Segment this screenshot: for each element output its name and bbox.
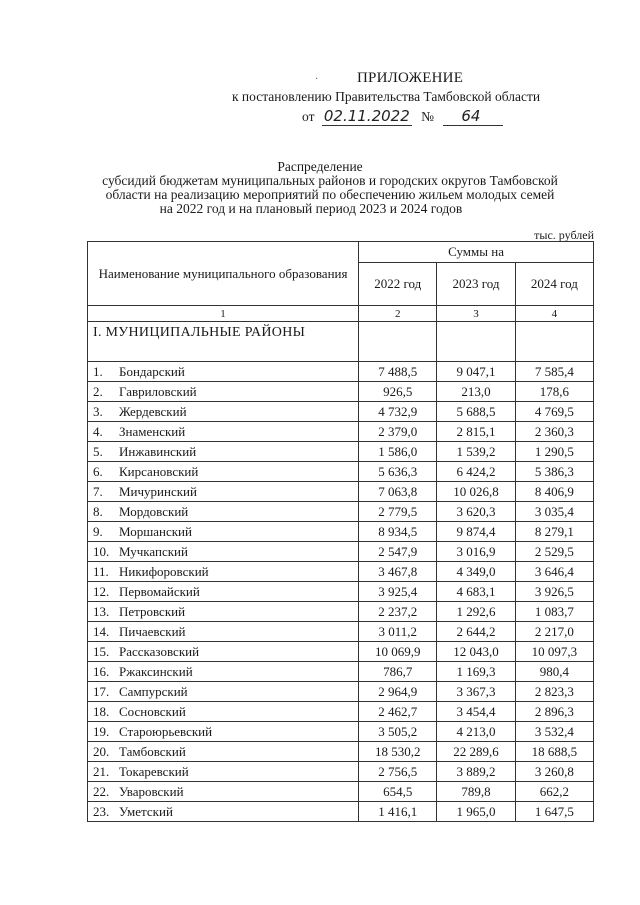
amount-2024: 1 647,5	[515, 802, 593, 822]
amount-2023: 12 043,0	[437, 642, 515, 662]
amount-2024: 10 097,3	[515, 642, 593, 662]
appendix-date-row	[302, 107, 503, 126]
amount-2023: 5 688,5	[437, 402, 515, 422]
table-row	[88, 742, 594, 762]
table-row	[88, 402, 594, 422]
table-row	[88, 762, 594, 782]
amount-2022: 18 530,2	[359, 742, 437, 762]
amount-2022: 2 237,2	[359, 602, 437, 622]
row-number: 17.	[93, 683, 110, 699]
amount-2023: 22 289,6	[437, 742, 515, 762]
municipality-name: Кирсановский	[119, 463, 199, 479]
municipality-name: Сосновский	[119, 703, 186, 719]
table-row	[88, 682, 594, 702]
scan-mark: ·	[315, 74, 319, 85]
amount-2023: 10 026,8	[437, 482, 515, 502]
amount-2023: 1 292,6	[437, 602, 515, 622]
amount-2024: 4 769,5	[515, 402, 593, 422]
table-row	[88, 562, 594, 582]
municipality-name-cell	[88, 462, 359, 482]
municipality-name: Рассказовский	[119, 643, 200, 659]
table-row	[88, 422, 594, 442]
amount-2024: 3 646,4	[515, 562, 593, 582]
amount-2024: 7 585,4	[515, 362, 593, 382]
amount-2022: 2 964,9	[359, 682, 437, 702]
municipality-name: Первомайский	[119, 583, 200, 599]
table-row	[88, 702, 594, 722]
date-prefix: от	[302, 109, 315, 124]
empty-cell	[437, 322, 515, 362]
index-cell: 3	[437, 306, 515, 322]
municipality-name-cell	[88, 442, 359, 462]
row-number: 9.	[93, 523, 103, 539]
municipality-name: Инжавинский	[119, 443, 197, 459]
amount-2024: 2 360,3	[515, 422, 593, 442]
index-row	[88, 306, 594, 322]
municipality-name-cell	[88, 482, 359, 502]
table-row	[88, 362, 594, 382]
table-row	[88, 582, 594, 602]
table-row	[88, 782, 594, 802]
municipality-name: Мордовский	[119, 503, 189, 519]
amount-2022: 1 416,1	[359, 802, 437, 822]
municipality-name-cell	[88, 782, 359, 802]
municipality-name: Уметский	[119, 803, 173, 819]
amount-2024: 3 035,4	[515, 502, 593, 522]
municipality-name-cell	[88, 742, 359, 762]
amount-2022: 2 756,5	[359, 762, 437, 782]
amount-2023: 3 620,3	[437, 502, 515, 522]
amount-2023: 4 213,0	[437, 722, 515, 742]
municipality-name: Никифоровский	[119, 563, 209, 579]
amount-2022: 7 063,8	[359, 482, 437, 502]
amount-2023: 3 367,3	[437, 682, 515, 702]
amount-2024: 2 529,5	[515, 542, 593, 562]
row-number: 11.	[93, 563, 109, 579]
amount-2022: 2 462,7	[359, 702, 437, 722]
amount-2022: 10 069,9	[359, 642, 437, 662]
row-number: 23.	[93, 803, 110, 819]
row-number: 20.	[93, 743, 110, 759]
municipality-name-cell	[88, 682, 359, 702]
amount-2022: 3 011,2	[359, 622, 437, 642]
table-row	[88, 542, 594, 562]
index-cell: 2	[359, 306, 437, 322]
row-number: 10.	[93, 543, 110, 559]
title-line-2: субсидий бюджетам муниципальных районов и городских округов Тамбовской	[102, 173, 558, 188]
empty-cell	[359, 322, 437, 362]
amount-2023: 2 815,1	[437, 422, 515, 442]
municipality-name-cell	[88, 762, 359, 782]
section-title: I. МУНИЦИПАЛЬНЫЕ РАЙОНЫ	[88, 322, 359, 362]
municipality-name-cell	[88, 622, 359, 642]
amount-2022: 2 547,9	[359, 542, 437, 562]
amount-2024: 3 532,4	[515, 722, 593, 742]
municipality-name-cell	[88, 362, 359, 382]
table-row	[88, 482, 594, 502]
row-number: 6.	[93, 463, 103, 479]
table-row	[88, 722, 594, 742]
municipality-name-cell	[88, 702, 359, 722]
row-number: 19.	[93, 723, 110, 739]
municipality-name-cell	[88, 542, 359, 562]
amount-2024: 178,6	[515, 382, 593, 402]
header-year-2024: 2024 год	[515, 263, 593, 306]
amount-2022: 926,5	[359, 382, 437, 402]
municipality-name: Токаревский	[119, 763, 189, 779]
row-number: 13.	[93, 603, 110, 619]
empty-cell	[515, 322, 593, 362]
table-row	[88, 622, 594, 642]
amount-2022: 654,5	[359, 782, 437, 802]
municipality-name: Моршанский	[119, 523, 192, 539]
amount-2022: 3 925,4	[359, 582, 437, 602]
header-name: Наименование муниципального образования	[88, 242, 359, 306]
header-sums: Суммы на	[359, 242, 594, 263]
municipality-name: Уваровский	[119, 783, 184, 799]
amount-2023: 1 169,3	[437, 662, 515, 682]
amount-2024: 2 896,3	[515, 702, 593, 722]
date-value: 02.11.2022	[323, 107, 410, 125]
municipality-name: Тамбовский	[119, 743, 186, 759]
table-row	[88, 442, 594, 462]
municipality-name-cell	[88, 602, 359, 622]
municipality-name-cell	[88, 802, 359, 822]
amount-2024: 8 406,9	[515, 482, 593, 502]
row-number: 2.	[93, 383, 103, 399]
amount-2023: 3 016,9	[437, 542, 515, 562]
amount-2022: 4 732,9	[359, 402, 437, 422]
amount-2024: 662,2	[515, 782, 593, 802]
municipality-name: Жердевский	[119, 403, 187, 419]
row-number: 7.	[93, 483, 103, 499]
row-number: 18.	[93, 703, 110, 719]
number-prefix: №	[421, 109, 435, 124]
table-row	[88, 522, 594, 542]
municipality-name-cell	[88, 502, 359, 522]
amount-2023: 9 047,1	[437, 362, 515, 382]
municipality-name: Петровский	[119, 603, 186, 619]
municipality-name-cell	[88, 402, 359, 422]
municipality-name: Мичуринский	[119, 483, 197, 499]
municipality-name: Ржаксинский	[119, 663, 193, 679]
municipality-name: Гавриловский	[119, 383, 197, 399]
amount-2023: 4 349,0	[437, 562, 515, 582]
index-cell: 1	[88, 306, 359, 322]
amount-2024: 980,4	[515, 662, 593, 682]
table-row	[88, 662, 594, 682]
row-number: 12.	[93, 583, 110, 599]
amount-2022: 3 467,8	[359, 562, 437, 582]
row-number: 5.	[93, 443, 103, 459]
amount-2023: 1 965,0	[437, 802, 515, 822]
municipality-name-cell	[88, 642, 359, 662]
row-number: 15.	[93, 643, 110, 659]
appendix-subtitle: к постановлению Правительства Тамбовской области	[232, 89, 541, 104]
municipality-name-cell	[88, 722, 359, 742]
amount-2022: 2 779,5	[359, 502, 437, 522]
amount-2023: 3 889,2	[437, 762, 515, 782]
amount-2022: 1 586,0	[359, 442, 437, 462]
table-row	[88, 802, 594, 822]
amount-2024: 3 260,8	[515, 762, 593, 782]
amount-2024: 1 083,7	[515, 602, 593, 622]
municipality-name-cell	[88, 522, 359, 542]
document-title	[0, 160, 640, 216]
amount-2022: 7 488,5	[359, 362, 437, 382]
municipality-name: Пичаевский	[119, 623, 186, 639]
municipality-name-cell	[88, 582, 359, 602]
row-number: 1.	[93, 363, 103, 379]
header-year-2023: 2023 год	[437, 263, 515, 306]
header-year-2022: 2022 год	[359, 263, 437, 306]
distribution-table	[87, 241, 594, 822]
row-number: 21.	[93, 763, 110, 779]
index-cell: 4	[515, 306, 593, 322]
amount-2022: 2 379,0	[359, 422, 437, 442]
amount-2023: 6 424,2	[437, 462, 515, 482]
row-number: 8.	[93, 503, 103, 519]
title-line-1: Распределение	[277, 159, 363, 174]
amount-2024: 8 279,1	[515, 522, 593, 542]
table-row	[88, 642, 594, 662]
municipality-name: Сампурский	[119, 683, 188, 699]
amount-2023: 1 539,2	[437, 442, 515, 462]
municipality-name-cell	[88, 382, 359, 402]
amount-2024: 3 926,5	[515, 582, 593, 602]
municipality-name: Мучкапский	[119, 543, 188, 559]
amount-2023: 213,0	[437, 382, 515, 402]
amount-2024: 5 386,3	[515, 462, 593, 482]
municipality-name-cell	[88, 662, 359, 682]
row-number: 16.	[93, 663, 110, 679]
amount-2024: 2 823,3	[515, 682, 593, 702]
municipality-name: Староюрьевский	[119, 723, 213, 739]
table-row	[88, 462, 594, 482]
municipality-name: Бондарский	[119, 363, 185, 379]
amount-2022: 8 934,5	[359, 522, 437, 542]
table-row	[88, 382, 594, 402]
amount-2022: 5 636,3	[359, 462, 437, 482]
table-row	[88, 502, 594, 522]
row-number: 14.	[93, 623, 110, 639]
row-number: 22.	[93, 783, 110, 799]
section-row	[88, 322, 594, 362]
amount-2023: 789,8	[437, 782, 515, 802]
number-value: 64	[443, 107, 503, 126]
table-row	[88, 602, 594, 622]
amount-2023: 2 644,2	[437, 622, 515, 642]
amount-2022: 3 505,2	[359, 722, 437, 742]
amount-2024: 18 688,5	[515, 742, 593, 762]
appendix-title: ПРИЛОЖЕНИЕ	[357, 70, 464, 86]
row-number: 4.	[93, 423, 103, 439]
municipality-name-cell	[88, 562, 359, 582]
amount-2023: 3 454,4	[437, 702, 515, 722]
amount-2024: 1 290,5	[515, 442, 593, 462]
municipality-name-cell	[88, 422, 359, 442]
amount-2023: 9 874,4	[437, 522, 515, 542]
title-line-4: на 2022 год и на плановый период 2023 и 2024 годов	[159, 201, 463, 216]
municipality-name: Знаменский	[119, 423, 186, 439]
units-label: тыс. рублей	[534, 228, 594, 242]
amount-2023: 4 683,1	[437, 582, 515, 602]
title-line-3: области на реализацию мероприятий по обеспечению жильем молодых семей	[105, 187, 555, 202]
amount-2024: 2 217,0	[515, 622, 593, 642]
amount-2022: 786,7	[359, 662, 437, 682]
row-number: 3.	[93, 403, 103, 419]
